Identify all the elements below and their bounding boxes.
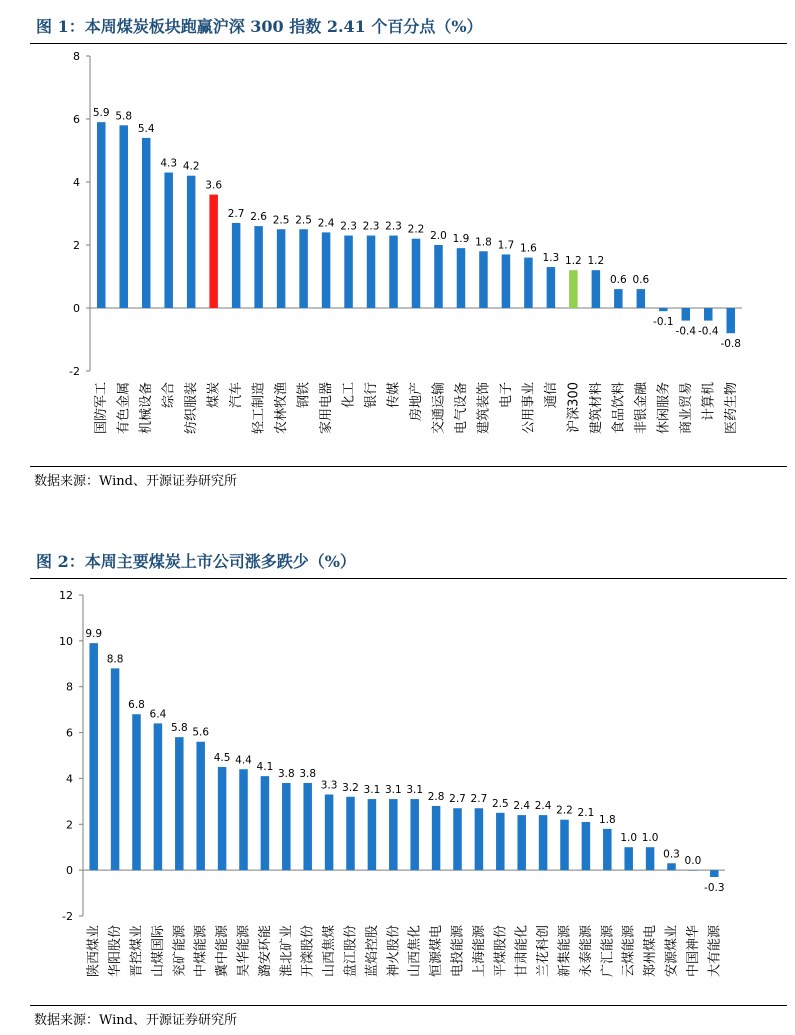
data-label-房地产: 2.2 — [407, 223, 425, 236]
data-label-云煤能源: 1.0 — [620, 832, 638, 845]
category-label-纺织服装: 纺织服装 — [184, 382, 200, 435]
data-label-公用事业: 1.6 — [520, 242, 537, 255]
data-label-农林牧渔: 2.5 — [272, 214, 290, 227]
category-label-中国神华: 中国神华 — [685, 925, 701, 978]
bar-交通运输 — [434, 245, 443, 308]
chart-2-coal-stocks-weekly-change — [0, 579, 795, 1003]
category-label-轻工制造: 轻工制造 — [251, 382, 267, 435]
bar-中国神华 — [689, 870, 698, 871]
bar-传媒 — [389, 236, 398, 308]
data-label-晋控煤业: 6.8 — [128, 699, 145, 712]
category-label-电子: 电子 — [498, 382, 514, 409]
figure-1-bottom-rule — [30, 466, 787, 467]
bar-兰花科创 — [539, 815, 548, 870]
data-label-国防军工: 5.9 — [92, 107, 110, 120]
bar-晋控煤业 — [132, 714, 141, 870]
data-label-煤炭: 3.6 — [205, 179, 223, 192]
y-tick-label: 2 — [73, 239, 80, 252]
category-label-建筑装饰: 建筑装饰 — [476, 381, 492, 435]
y-tick-label: 8 — [66, 680, 73, 694]
data-label-电投能源: 2.7 — [449, 793, 466, 806]
bar-公用事业 — [524, 258, 533, 308]
bar-昊华能源 — [239, 769, 248, 870]
data-label-兖矿能源: 5.8 — [170, 722, 188, 735]
data-label-兰花科创: 2.4 — [534, 800, 552, 813]
bar-兖矿能源 — [175, 737, 184, 870]
data-label-建筑装饰: 1.8 — [475, 236, 492, 249]
bar-汽车 — [232, 223, 241, 308]
category-label-有色金属: 有色金属 — [116, 382, 132, 435]
category-label-计算机: 计算机 — [701, 382, 717, 422]
bar-建筑材料 — [592, 270, 601, 308]
y-tick-label: 8 — [73, 50, 80, 63]
data-label-冀中能源: 4.5 — [213, 751, 231, 764]
data-label-山煤国际: 6.4 — [149, 708, 167, 721]
data-label-传媒: 2.3 — [385, 220, 402, 233]
category-label-云煤能源: 云煤能源 — [621, 925, 637, 978]
data-label-陕西煤业: 9.9 — [85, 628, 103, 641]
data-label-蓝焰控股: 3.1 — [363, 784, 381, 797]
data-label-汽车: 2.7 — [227, 207, 245, 220]
category-label-房地产: 房地产 — [409, 382, 424, 422]
y-tick-label: 6 — [66, 726, 73, 740]
category-label-传媒: 传媒 — [386, 382, 402, 409]
data-label-广汇能源: 1.8 — [598, 813, 616, 826]
data-label-电子: 1.7 — [497, 239, 515, 252]
data-label-建筑材料: 1.2 — [587, 255, 605, 268]
category-label-大有能源: 大有能源 — [707, 925, 723, 978]
bar-通信 — [547, 267, 556, 308]
category-label-广汇能源: 广汇能源 — [600, 925, 616, 978]
category-label-郑州煤电: 郑州煤电 — [643, 925, 659, 978]
y-tick-label: 4 — [73, 176, 80, 189]
bar-潞安环能 — [261, 776, 270, 870]
bar-电气设备 — [457, 248, 466, 308]
data-label-淮北矿业: 3.8 — [277, 768, 295, 781]
bar-钢铁 — [299, 229, 308, 308]
data-label-永泰能源: 2.1 — [577, 806, 595, 819]
data-label-通信: 1.3 — [542, 252, 560, 265]
category-label-山西焦煤: 山西焦煤 — [322, 925, 338, 978]
category-label-上海能源: 上海能源 — [471, 925, 487, 978]
data-label-轻工制造: 2.6 — [250, 211, 267, 224]
category-label-盘江股份: 盘江股份 — [343, 925, 359, 978]
category-label-食品饮料: 食品饮料 — [611, 382, 627, 435]
bar-休闲服务 — [659, 308, 668, 311]
category-label-农林牧渔: 农林牧渔 — [274, 382, 290, 435]
bar-陕西煤业 — [89, 643, 98, 870]
data-label-银行: 2.3 — [362, 220, 380, 233]
data-label-医药生物: -0.8 — [720, 338, 742, 351]
bar-山西焦化 — [410, 799, 419, 870]
chart-1-sector-weekly-change — [0, 44, 795, 464]
bar-房地产 — [412, 239, 421, 308]
bar-轻工制造 — [254, 226, 263, 308]
bar-广汇能源 — [603, 829, 612, 870]
data-label-平煤股份: 2.5 — [491, 797, 509, 810]
category-label-化工: 化工 — [341, 382, 357, 409]
category-label-公用事业: 公用事业 — [521, 382, 537, 435]
bar-纺织服装 — [187, 176, 196, 308]
category-label-开滦股份: 开滦股份 — [300, 925, 316, 978]
category-label-沪深300: 沪深300 — [566, 382, 582, 433]
bar-银行 — [367, 236, 376, 308]
bar-农林牧渔 — [277, 229, 286, 308]
category-label-山煤国际: 山煤国际 — [150, 925, 166, 978]
bar-恒源煤电 — [432, 806, 441, 870]
data-label-休闲服务: -0.1 — [653, 316, 674, 329]
category-label-冀中能源: 冀中能源 — [215, 925, 231, 978]
bar-食品饮料 — [614, 289, 623, 308]
data-label-恒源煤电: 2.8 — [427, 790, 445, 803]
figure-2-source: 数据来源：Wind、开源证券研究所 — [34, 1013, 237, 1028]
data-label-新集能源: 2.2 — [556, 804, 573, 817]
figure-2-bottom-rule — [30, 1005, 787, 1006]
data-label-非银金融: 0.6 — [632, 274, 650, 287]
bar-建筑装饰 — [479, 251, 488, 308]
bar-新集能源 — [560, 820, 569, 870]
data-label-中煤能源: 5.6 — [192, 726, 210, 739]
data-label-郑州煤电: 1.0 — [641, 832, 659, 845]
bar-山西焦煤 — [325, 794, 334, 870]
bar-电投能源 — [453, 808, 462, 870]
y-tick-label: 0 — [73, 302, 80, 315]
category-label-甘肃能化: 甘肃能化 — [514, 925, 530, 978]
data-label-计算机: -0.4 — [698, 325, 719, 338]
category-label-蓝焰控股: 蓝焰控股 — [364, 925, 380, 978]
category-label-通信: 通信 — [543, 382, 559, 409]
y-tick-label: 0 — [66, 864, 73, 878]
category-label-机械设备: 机械设备 — [139, 382, 155, 435]
y-tick-label: 6 — [73, 113, 80, 126]
bar-计算机 — [704, 308, 713, 321]
data-label-交通运输: 2.0 — [430, 230, 447, 242]
bar-电子 — [502, 254, 511, 308]
bar-商业贸易 — [682, 308, 691, 321]
category-label-兖矿能源: 兖矿能源 — [172, 925, 188, 978]
data-label-山西焦化: 3.1 — [406, 784, 424, 797]
bar-永泰能源 — [582, 822, 591, 870]
data-label-纺织服装: 4.2 — [182, 160, 200, 173]
y-tick-label: -2 — [69, 365, 80, 378]
y-tick-label: 4 — [66, 772, 73, 786]
bar-淮北矿业 — [282, 783, 291, 870]
y-tick-label: -2 — [62, 910, 73, 923]
data-label-食品饮料: 0.6 — [609, 274, 627, 287]
category-label-潞安环能: 潞安环能 — [257, 925, 273, 978]
category-label-煤炭: 煤炭 — [206, 382, 222, 409]
bar-盘江股份 — [346, 797, 355, 870]
category-label-非银金融: 非银金融 — [633, 382, 649, 435]
data-label-有色金属: 5.8 — [115, 110, 133, 123]
y-tick-label: 2 — [66, 818, 73, 832]
bar-国防军工 — [97, 122, 106, 308]
category-label-钢铁: 钢铁 — [296, 382, 312, 409]
category-label-商业贸易: 商业贸易 — [678, 382, 694, 435]
category-label-休闲服务: 休闲服务 — [656, 382, 672, 435]
figure-2-title: 图 2：本周主要煤炭上市公司涨多跌少（%） — [36, 552, 356, 571]
data-label-钢铁: 2.5 — [295, 214, 312, 227]
bar-非银金融 — [637, 289, 646, 308]
bar-蓝焰控股 — [368, 799, 377, 870]
bar-冀中能源 — [218, 767, 227, 870]
data-label-华阳股份: 8.8 — [106, 653, 124, 666]
figure-1-title: 图 1：本周煤炭板块跑赢沪深 300 指数 2.41 个百分点（%） — [36, 17, 483, 36]
bar-云煤能源 — [624, 847, 633, 870]
data-label-大有能源: -0.3 — [704, 882, 725, 895]
bar-安源煤业 — [667, 863, 676, 870]
data-label-山西焦煤: 3.3 — [320, 779, 338, 792]
figure-1-source: 数据来源：Wind、开源证券研究所 — [34, 474, 237, 489]
category-label-家用电器: 家用电器 — [319, 382, 335, 435]
category-label-医药生物: 医药生物 — [723, 382, 739, 435]
category-label-中煤能源: 中煤能源 — [193, 925, 209, 978]
bar-有色金属 — [119, 125, 128, 308]
data-label-甘肃能化: 2.4 — [513, 800, 531, 813]
category-label-汽车: 汽车 — [229, 382, 245, 409]
category-label-银行: 银行 — [364, 382, 380, 409]
category-label-晋控煤业: 晋控煤业 — [129, 925, 145, 978]
category-label-综合: 综合 — [161, 382, 177, 409]
category-label-永泰能源: 永泰能源 — [578, 925, 594, 978]
bar-郑州煤电 — [646, 847, 655, 870]
bar-综合 — [164, 173, 173, 308]
data-label-开滦股份: 3.8 — [299, 768, 317, 781]
category-label-兰花科创: 兰花科创 — [536, 925, 552, 978]
y-tick-label: 12 — [59, 589, 73, 602]
category-label-电气设备: 电气设备 — [453, 382, 469, 435]
bar-甘肃能化 — [517, 815, 526, 870]
category-label-陕西煤业: 陕西煤业 — [86, 925, 102, 978]
data-label-沪深300: 1.2 — [565, 255, 582, 268]
category-label-国防军工: 国防军工 — [94, 382, 110, 435]
data-label-商业贸易: -0.4 — [675, 325, 697, 338]
bar-家用电器 — [322, 232, 331, 308]
bar-中煤能源 — [196, 742, 205, 870]
bar-山煤国际 — [154, 723, 163, 870]
bar-上海能源 — [475, 808, 484, 870]
data-label-综合: 4.3 — [160, 157, 178, 170]
bar-沪深300 — [569, 270, 578, 308]
data-label-昊华能源: 4.4 — [235, 754, 252, 767]
data-label-电气设备: 1.9 — [452, 233, 470, 246]
category-label-平煤股份: 平煤股份 — [493, 925, 509, 978]
category-label-交通运输: 交通运输 — [431, 382, 447, 435]
category-label-电投能源: 电投能源 — [450, 925, 466, 978]
category-label-神火股份: 神火股份 — [386, 925, 402, 978]
bar-机械设备 — [142, 138, 151, 308]
category-label-山西焦化: 山西焦化 — [407, 925, 423, 978]
category-label-淮北矿业: 淮北矿业 — [279, 925, 295, 978]
data-label-上海能源: 2.7 — [470, 793, 488, 806]
data-label-化工: 2.3 — [340, 220, 357, 233]
category-label-华阳股份: 华阳股份 — [108, 925, 124, 978]
data-label-神火股份: 3.1 — [384, 784, 402, 797]
category-label-恒源煤电: 恒源煤电 — [429, 925, 445, 978]
bar-平煤股份 — [496, 813, 505, 870]
data-label-中国神华: 0.0 — [684, 855, 702, 868]
category-label-新集能源: 新集能源 — [557, 925, 573, 978]
data-label-安源煤业: 0.3 — [663, 848, 680, 861]
data-label-机械设备: 5.4 — [137, 122, 155, 135]
category-label-建筑材料: 建筑材料 — [588, 382, 604, 435]
data-label-家用电器: 2.4 — [317, 217, 335, 230]
category-label-昊华能源: 昊华能源 — [236, 925, 252, 978]
bar-华阳股份 — [111, 668, 120, 870]
bar-煤炭 — [209, 195, 218, 308]
bar-开滦股份 — [303, 783, 312, 870]
bar-神火股份 — [389, 799, 398, 870]
bar-医药生物 — [727, 308, 736, 333]
y-tick-label: 10 — [59, 634, 73, 648]
bar-化工 — [344, 236, 353, 308]
category-label-安源煤业: 安源煤业 — [664, 925, 680, 978]
data-label-盘江股份: 3.2 — [342, 781, 359, 794]
data-label-潞安环能: 4.1 — [256, 761, 274, 774]
bar-大有能源 — [710, 870, 719, 877]
